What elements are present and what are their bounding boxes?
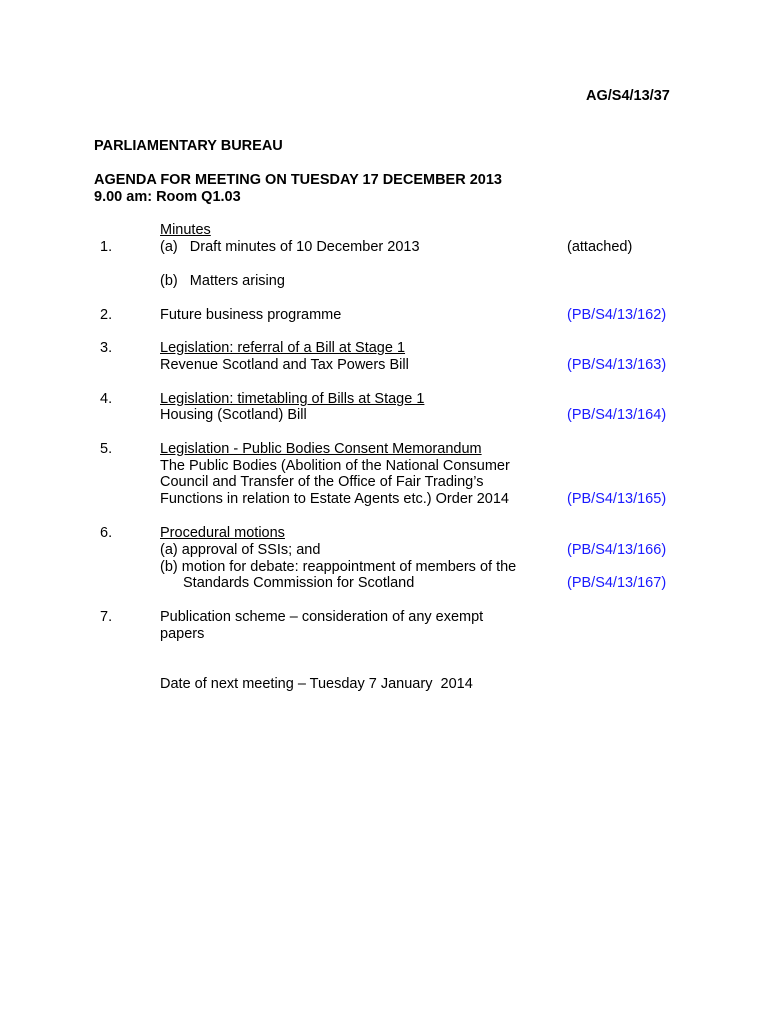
item-1-heading: Minutes — [160, 222, 211, 238]
item-2-text: Future business programme — [160, 307, 342, 323]
item-7-number: 7. — [100, 609, 113, 625]
item-6-heading: Procedural motions — [160, 525, 285, 541]
meeting-time-room: 9.00 am: Room Q1.03 — [94, 189, 241, 205]
item-5-line-3: Functions in relation to Estate Agents etc.) Order 2014 — [160, 491, 509, 507]
item-1-ref-a: (attached) — [567, 239, 633, 255]
item-3-heading: Legislation: referral of a Bill at Stage 1 — [160, 340, 406, 356]
item-4-ref-link[interactable]: (PB/S4/13/164) — [567, 407, 667, 423]
item-1-number: 1. — [100, 239, 113, 255]
item-5-heading: Legislation - Public Bodies Consent Memorandum — [160, 441, 482, 457]
item-4-text: Housing (Scotland) Bill — [160, 407, 307, 423]
item-5-line-2: Council and Transfer of the Office of Fair Trading’s — [160, 474, 484, 490]
item-6-line-b2: Standards Commission for Scotland — [183, 575, 415, 591]
item-5-line-1: The Public Bodies (Abolition of the National Consumer — [160, 458, 510, 474]
item-1-line-a: (a) Draft minutes of 10 December 2013 — [160, 239, 420, 255]
item-2-ref-link[interactable]: (PB/S4/13/162) — [567, 307, 667, 323]
item-4-heading: Legislation: timetabling of Bills at Stage 1 — [160, 391, 425, 407]
item-2-number: 2. — [100, 307, 113, 323]
item-6-number: 6. — [100, 525, 113, 541]
item-3-text: Revenue Scotland and Tax Powers Bill — [160, 357, 409, 373]
agenda-heading: AGENDA FOR MEETING ON TUESDAY 17 DECEMBER 2013 — [94, 172, 502, 188]
item-6-ref-a-link[interactable]: (PB/S4/13/166) — [567, 542, 667, 558]
item-4-number: 4. — [100, 391, 113, 407]
document-title: PARLIAMENTARY BUREAU — [94, 138, 283, 154]
item-3-ref-link[interactable]: (PB/S4/13/163) — [567, 357, 667, 373]
item-6-line-b: (b) motion for debate: reappointment of members of the — [160, 559, 517, 575]
item-1-line-b: (b) Matters arising — [160, 273, 285, 289]
item-6-ref-b-link[interactable]: (PB/S4/13/167) — [567, 575, 667, 591]
next-meeting-date: Date of next meeting – Tuesday 7 January 2014 — [160, 676, 473, 692]
item-3-number: 3. — [100, 340, 113, 356]
item-6-line-a: (a) approval of SSIs; and — [160, 542, 321, 558]
item-5-ref-link[interactable]: (PB/S4/13/165) — [567, 491, 667, 507]
item-5-number: 5. — [100, 441, 113, 457]
item-7-line-2: papers — [160, 626, 205, 642]
item-7-line-1: Publication scheme – consideration of any exempt — [160, 609, 484, 625]
document-reference: AG/S4/13/37 — [586, 88, 670, 104]
